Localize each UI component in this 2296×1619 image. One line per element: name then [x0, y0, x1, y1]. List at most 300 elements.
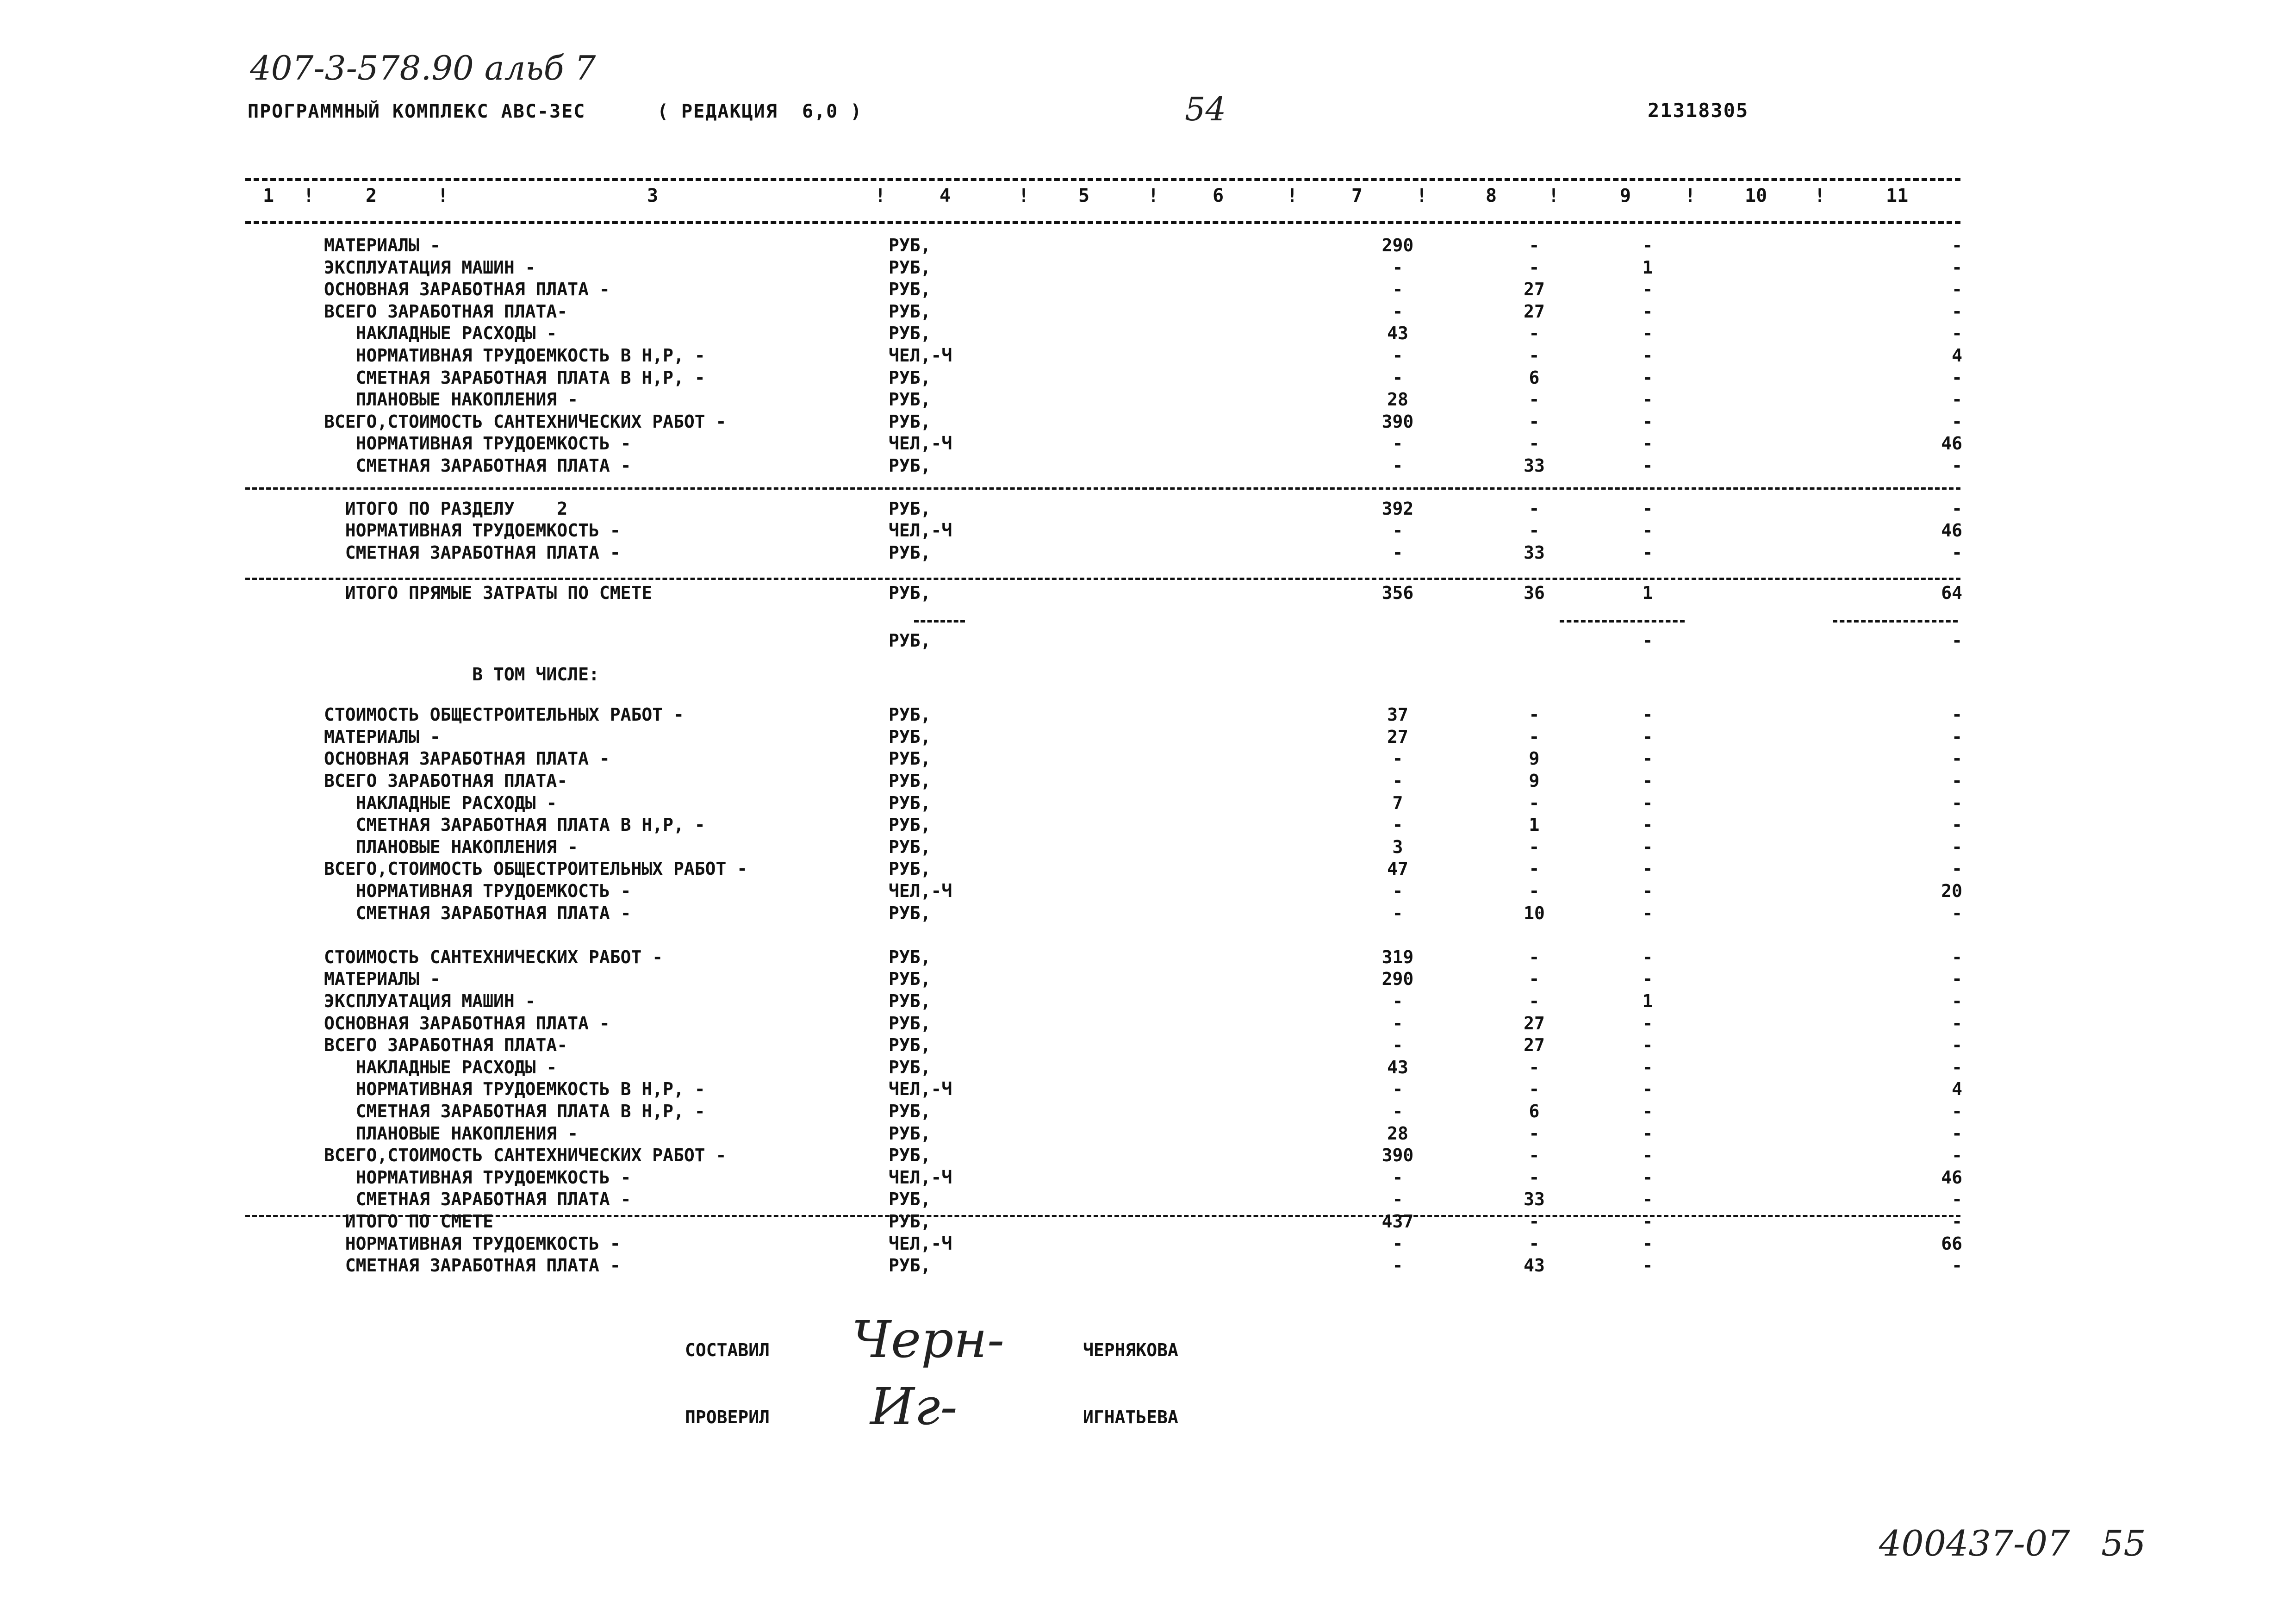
- cell-col-9: -: [1642, 815, 1653, 835]
- table-row: [0, 1101, 2296, 1123]
- col-header-10: 10: [1745, 185, 1767, 206]
- cell-col-7: 27: [1387, 726, 1408, 747]
- section-rule-3: [245, 1215, 1960, 1217]
- row-label: В ТОМ ЧИСЛЕ:: [324, 664, 599, 685]
- cell-col-8: -: [1529, 969, 1540, 990]
- table-row: [0, 1189, 2296, 1211]
- cell-col-9: -: [1642, 301, 1653, 322]
- cell-col-11: 66: [1941, 1233, 1962, 1254]
- cell-col-9: -: [1642, 542, 1653, 563]
- cell-col-7: 7: [1392, 792, 1403, 813]
- cell-col-11: -: [1952, 323, 1962, 344]
- cell-col-8: 43: [1524, 1255, 1545, 1276]
- table-row: [0, 542, 2296, 565]
- cell-col-9: -: [1642, 859, 1653, 879]
- row-label: СМЕТНАЯ ЗАРАБОТНАЯ ПЛАТА В Н,Р, -: [324, 1101, 705, 1121]
- row-label: СМЕТНАЯ ЗАРАБОТНАЯ ПЛАТА -: [324, 1189, 631, 1210]
- row-unit: РУБ,: [889, 1255, 931, 1276]
- table-row: [0, 1255, 2296, 1277]
- row-unit: РУБ,: [889, 859, 931, 879]
- underline-c8-c9: [1560, 620, 1685, 623]
- row-unit: РУБ,: [889, 235, 931, 255]
- cell-col-8: -: [1529, 1211, 1540, 1232]
- cell-col-8: -: [1529, 1057, 1540, 1077]
- table-row: [0, 520, 2296, 542]
- cell-col-7: -: [1392, 455, 1403, 476]
- table-row: [0, 704, 2296, 727]
- cell-col-7: -: [1392, 991, 1403, 1011]
- cell-col-11: -: [1952, 1189, 1962, 1210]
- row-unit: РУБ,: [889, 257, 931, 278]
- table-row: [0, 630, 2296, 653]
- cell-col-11: -: [1952, 1013, 1962, 1034]
- col-sep: !: [1416, 185, 1428, 206]
- row-label: ВСЕГО ЗАРАБОТНАЯ ПЛАТА-: [324, 1035, 568, 1056]
- table-row: [0, 881, 2296, 903]
- cell-col-11: 46: [1941, 520, 1962, 541]
- cell-col-8: -: [1529, 323, 1540, 344]
- cell-col-8: -: [1529, 433, 1540, 454]
- cell-col-9: -: [1642, 455, 1653, 476]
- cell-col-7: -: [1392, 1189, 1403, 1210]
- table-row: [0, 345, 2296, 367]
- row-label: НАКЛАДНЫЕ РАСХОДЫ -: [324, 792, 557, 813]
- row-unit: РУБ,: [889, 1145, 931, 1166]
- cell-col-9: -: [1642, 903, 1653, 923]
- handwritten-sheet-number: 55: [2101, 1523, 2146, 1564]
- cell-col-9: -: [1642, 1101, 1653, 1121]
- cell-col-9: -: [1642, 1189, 1653, 1210]
- cell-col-8: 9: [1529, 771, 1540, 791]
- cell-col-8: -: [1529, 1123, 1540, 1144]
- cell-col-9: -: [1642, 1013, 1653, 1034]
- table-row: [0, 235, 2296, 257]
- cell-col-9: -: [1642, 1145, 1653, 1166]
- cell-col-8: -: [1529, 257, 1540, 278]
- row-unit: РУБ,: [889, 411, 931, 432]
- row-unit: РУБ,: [889, 1211, 931, 1232]
- row-unit: РУБ,: [889, 323, 931, 344]
- cell-col-11: -: [1952, 748, 1962, 769]
- cell-col-8: -: [1529, 991, 1540, 1011]
- row-label: СМЕТНАЯ ЗАРАБОТНАЯ ПЛАТА -: [324, 903, 631, 923]
- checked-label: ПРОВЕРИЛ: [685, 1407, 770, 1427]
- cell-col-7: 390: [1381, 411, 1414, 432]
- cell-col-11: -: [1952, 704, 1962, 725]
- table-row: [0, 727, 2296, 749]
- cell-col-8: -: [1529, 1233, 1540, 1254]
- table-row: [0, 815, 2296, 837]
- cell-col-8: -: [1529, 946, 1540, 967]
- table-row: [0, 771, 2296, 793]
- row-label: НОРМАТИВНАЯ ТРУДОЕМКОСТЬ -: [324, 1167, 631, 1188]
- col-sep: !: [437, 185, 449, 206]
- cell-col-11: -: [1952, 946, 1962, 967]
- cell-col-7: 319: [1381, 946, 1414, 967]
- row-unit: РУБ,: [889, 969, 931, 990]
- cell-col-7: 28: [1387, 389, 1408, 410]
- row-unit: РУБ,: [889, 583, 931, 604]
- table-row: [0, 748, 2296, 771]
- row-unit: ЧЕЛ,-Ч: [889, 345, 952, 366]
- page-number-handwritten: 54: [1185, 90, 1226, 128]
- cell-col-9: -: [1642, 411, 1653, 432]
- cell-col-11: -: [1952, 859, 1962, 879]
- row-label: СМЕТНАЯ ЗАРАБОТНАЯ ПЛАТА -: [324, 1255, 621, 1276]
- cell-col-11: -: [1952, 1101, 1962, 1121]
- cell-col-9: -: [1642, 433, 1653, 454]
- row-label: ОСНОВНАЯ ЗАРАБОТНАЯ ПЛАТА -: [324, 1013, 610, 1034]
- col-header-11: 11: [1886, 185, 1909, 206]
- row-label: ВСЕГО ЗАРАБОТНАЯ ПЛАТА-: [324, 771, 568, 791]
- cell-col-11: 4: [1952, 1079, 1962, 1100]
- cell-col-8: -: [1529, 792, 1540, 813]
- table-row: [0, 367, 2296, 390]
- row-unit: РУБ,: [889, 946, 931, 967]
- col-header-8: 8: [1486, 185, 1497, 206]
- row-unit: РУБ,: [889, 704, 931, 725]
- cell-col-11: -: [1952, 815, 1962, 835]
- row-unit: РУБ,: [889, 1123, 931, 1144]
- cell-col-11: -: [1952, 969, 1962, 990]
- table-row: [0, 903, 2296, 925]
- row-label: ОСНОВНАЯ ЗАРАБОТНАЯ ПЛАТА -: [324, 279, 610, 300]
- row-label: НОРМАТИВНАЯ ТРУДОЕМКОСТЬ В Н,Р, -: [324, 1079, 705, 1100]
- cell-col-7: -: [1392, 771, 1403, 791]
- cell-col-9: -: [1642, 520, 1653, 541]
- table-row: [0, 455, 2296, 478]
- cell-col-8: -: [1529, 704, 1540, 725]
- table-row: [0, 257, 2296, 280]
- row-unit: РУБ,: [889, 455, 931, 476]
- cell-col-11: 46: [1941, 1167, 1962, 1188]
- cell-col-9: -: [1642, 748, 1653, 769]
- cell-col-9: -: [1642, 792, 1653, 813]
- row-label: МАТЕРИАЛЫ -: [324, 235, 441, 255]
- cell-col-9: -: [1642, 1167, 1653, 1188]
- composed-signature: Черн-: [852, 1310, 1005, 1369]
- row-label: ИТОГО ПРЯМЫЕ ЗАТРАТЫ ПО СМЕТЕ: [324, 583, 653, 604]
- row-unit: РУБ,: [889, 1035, 931, 1056]
- section-rule-1: [245, 487, 1960, 490]
- row-unit: ЧЕЛ,-Ч: [889, 1233, 952, 1254]
- row-unit: ЧЕЛ,-Ч: [889, 881, 952, 901]
- composed-label: СОСТАВИЛ: [685, 1340, 770, 1360]
- row-label: СМЕТНАЯ ЗАРАБОТНАЯ ПЛАТА В Н,Р, -: [324, 367, 705, 388]
- cell-col-11: 46: [1941, 433, 1962, 454]
- cell-col-11: -: [1952, 771, 1962, 791]
- row-label: СМЕТНАЯ ЗАРАБОТНАЯ ПЛАТА В Н,Р, -: [324, 815, 705, 835]
- col-header-7: 7: [1351, 185, 1363, 206]
- row-label: СМЕТНАЯ ЗАРАБОТНАЯ ПЛАТА -: [324, 542, 621, 563]
- cell-col-8: -: [1529, 836, 1540, 857]
- cell-col-7: -: [1392, 367, 1403, 388]
- table-row: [0, 1057, 2296, 1079]
- cell-col-9: -: [1642, 279, 1653, 300]
- cell-col-8: -: [1529, 498, 1540, 519]
- row-label: НОРМАТИВНАЯ ТРУДОЕМКОСТЬ -: [324, 1233, 621, 1254]
- cell-col-11: 64: [1941, 583, 1962, 604]
- cell-col-7: -: [1392, 1035, 1403, 1056]
- row-unit: РУБ,: [889, 542, 931, 563]
- cell-col-11: 4: [1952, 345, 1962, 366]
- cell-col-11: -: [1952, 542, 1962, 563]
- cell-col-8: 27: [1524, 301, 1545, 322]
- cell-col-7: 43: [1387, 1057, 1408, 1077]
- table-row: [0, 1233, 2296, 1256]
- edition-label: ( РЕДАКЦИЯ 6,0 ): [657, 101, 863, 122]
- row-label: ПЛАНОВЫЕ НАКОПЛЕНИЯ -: [324, 389, 579, 410]
- row-unit: РУБ,: [889, 792, 931, 813]
- row-label: ЭКСПЛУАТАЦИЯ МАШИН -: [324, 257, 536, 278]
- cell-col-7: 37: [1387, 704, 1408, 725]
- row-label: ОСНОВНАЯ ЗАРАБОТНАЯ ПЛАТА -: [324, 748, 610, 769]
- cell-col-9: -: [1642, 969, 1653, 990]
- cell-col-8: 27: [1524, 1035, 1545, 1056]
- table-row: [0, 323, 2296, 345]
- table-row: [0, 498, 2296, 521]
- table-row: [0, 279, 2296, 301]
- row-unit: РУБ,: [889, 498, 931, 519]
- table-row: [0, 411, 2296, 434]
- cell-col-9: -: [1642, 704, 1653, 725]
- row-label: СМЕТНАЯ ЗАРАБОТНАЯ ПЛАТА -: [324, 455, 631, 476]
- table-row: [0, 1035, 2296, 1057]
- cell-col-11: -: [1952, 1035, 1962, 1056]
- cell-col-8: -: [1529, 1145, 1540, 1166]
- row-unit: ЧЕЛ,-Ч: [889, 520, 952, 541]
- document-code: 21318305: [1648, 99, 1749, 122]
- col-sep: !: [1018, 185, 1030, 206]
- cell-col-8: 33: [1524, 1189, 1545, 1210]
- row-unit: РУБ,: [889, 1189, 931, 1210]
- cell-col-7: -: [1392, 542, 1403, 563]
- row-unit: РУБ,: [889, 836, 931, 857]
- cell-col-7: -: [1392, 1079, 1403, 1100]
- cell-col-9: -: [1642, 1079, 1653, 1100]
- cell-col-9: -: [1642, 726, 1653, 747]
- row-label: НОРМАТИВНАЯ ТРУДОЕМКОСТЬ В Н,Р, -: [324, 345, 705, 366]
- cell-col-7: -: [1392, 520, 1403, 541]
- row-unit: РУБ,: [889, 726, 931, 747]
- handwritten-archive-code: 400437-07: [1879, 1523, 2070, 1564]
- cell-col-8: -: [1529, 881, 1540, 901]
- cell-col-11: -: [1952, 235, 1962, 255]
- cell-col-8: -: [1529, 1167, 1540, 1188]
- table-row: [0, 1079, 2296, 1101]
- cell-col-7: -: [1392, 903, 1403, 923]
- cell-col-8: 10: [1524, 903, 1545, 923]
- cell-col-9: -: [1642, 771, 1653, 791]
- cell-col-7: -: [1392, 1233, 1403, 1254]
- cell-col-11: -: [1952, 991, 1962, 1011]
- row-unit: ЧЕЛ,-Ч: [889, 433, 952, 454]
- row-label: НОРМАТИВНАЯ ТРУДОЕМКОСТЬ -: [324, 433, 631, 454]
- cell-col-11: -: [1952, 257, 1962, 278]
- cell-col-7: 437: [1381, 1211, 1414, 1232]
- cell-col-9: -: [1642, 836, 1653, 857]
- col-sep: !: [1548, 185, 1560, 206]
- cell-col-9: -: [1642, 498, 1653, 519]
- col-sep: !: [1148, 185, 1159, 206]
- col-header-6: 6: [1213, 185, 1224, 206]
- table-row: [0, 947, 2296, 969]
- cell-col-9: -: [1642, 367, 1653, 388]
- col-sep: !: [1814, 185, 1826, 206]
- cell-col-7: -: [1392, 1167, 1403, 1188]
- cell-col-8: 33: [1524, 542, 1545, 563]
- cell-col-9: -: [1642, 946, 1653, 967]
- row-unit: ЧЕЛ,-Ч: [889, 1167, 952, 1188]
- row-unit: РУБ,: [889, 367, 931, 388]
- col-header-2: 2: [366, 185, 377, 206]
- cell-col-9: -: [1642, 1035, 1653, 1056]
- row-unit: ЧЕЛ,-Ч: [889, 1079, 952, 1100]
- cell-col-9: 1: [1642, 583, 1653, 604]
- row-unit: РУБ,: [889, 301, 931, 322]
- col-header-9: 9: [1620, 185, 1631, 206]
- cell-col-7: -: [1392, 257, 1403, 278]
- row-label: СТОИМОСТЬ САНТЕХНИЧЕСКИХ РАБОТ -: [324, 946, 663, 967]
- cell-col-7: -: [1392, 881, 1403, 901]
- cell-col-8: -: [1529, 726, 1540, 747]
- cell-col-8: -: [1529, 859, 1540, 879]
- cell-col-9: 1: [1642, 257, 1653, 278]
- table-row: [0, 969, 2296, 991]
- col-header-1: 1: [263, 185, 274, 206]
- cell-col-11: -: [1952, 389, 1962, 410]
- cell-col-11: -: [1952, 792, 1962, 813]
- cell-col-11: -: [1952, 1211, 1962, 1232]
- table-row: [0, 1145, 2296, 1167]
- row-label: ВСЕГО,СТОИМОСТЬ ОБЩЕСТРОИТЕЛЬНЫХ РАБОТ -: [324, 859, 748, 879]
- table-row: [0, 837, 2296, 859]
- cell-col-11: -: [1952, 498, 1962, 519]
- row-unit: РУБ,: [889, 389, 931, 410]
- cell-col-8: 36: [1524, 583, 1545, 604]
- header-rule-top: [245, 178, 1960, 181]
- cell-col-7: -: [1392, 1101, 1403, 1121]
- row-unit: РУБ,: [889, 279, 931, 300]
- cell-col-8: 33: [1524, 455, 1545, 476]
- col-sep: !: [1287, 185, 1298, 206]
- cell-col-9: -: [1642, 1255, 1653, 1276]
- cell-col-7: 47: [1387, 859, 1408, 879]
- cell-col-11: -: [1952, 1123, 1962, 1144]
- cell-col-7: -: [1392, 748, 1403, 769]
- table-row: [0, 583, 2296, 605]
- cell-col-11: -: [1952, 1255, 1962, 1276]
- cell-col-8: 6: [1529, 367, 1540, 388]
- row-unit: РУБ,: [889, 1101, 931, 1121]
- cell-col-7: -: [1392, 815, 1403, 835]
- col-header-4: 4: [940, 185, 951, 206]
- cell-col-7: -: [1392, 279, 1403, 300]
- cell-col-7: -: [1392, 1255, 1403, 1276]
- cell-col-9: -: [1642, 1233, 1653, 1254]
- cell-col-7: 392: [1381, 498, 1414, 519]
- cell-col-8: 27: [1524, 1013, 1545, 1034]
- cell-col-8: 27: [1524, 279, 1545, 300]
- row-unit: РУБ,: [889, 815, 931, 835]
- cell-col-9: -: [1642, 389, 1653, 410]
- row-label: ВСЕГО,СТОИМОСТЬ САНТЕХНИЧЕСКИХ РАБОТ -: [324, 1145, 727, 1166]
- composed-name: ЧЕРНЯКОВА: [1083, 1340, 1178, 1360]
- table-row: [0, 1167, 2296, 1189]
- cell-col-11: -: [1952, 836, 1962, 857]
- cell-col-8: -: [1529, 411, 1540, 432]
- cell-col-7: 390: [1381, 1145, 1414, 1166]
- table-row: [0, 859, 2296, 881]
- cell-col-8: -: [1529, 520, 1540, 541]
- cell-col-11: -: [1952, 301, 1962, 322]
- row-label: ИТОГО ПО СМЕТЕ: [324, 1211, 494, 1232]
- table-row: [0, 433, 2296, 455]
- row-label: НОРМАТИВНАЯ ТРУДОЕМКОСТЬ -: [324, 520, 621, 541]
- checked-signature: Иг-: [870, 1377, 958, 1436]
- col-sep: !: [875, 185, 886, 206]
- cell-col-7: -: [1392, 301, 1403, 322]
- cell-col-11: -: [1952, 455, 1962, 476]
- program-title: ПРОГРАММНЫЙ КОМПЛЕКС АВС-ЗЕС: [248, 101, 586, 122]
- row-unit: РУБ,: [889, 991, 931, 1011]
- table-row: [0, 793, 2296, 815]
- row-label: ВСЕГО,СТОИМОСТЬ САНТЕХНИЧЕСКИХ РАБОТ -: [324, 411, 727, 432]
- row-unit: РУБ,: [889, 1013, 931, 1034]
- table-row: [0, 925, 2296, 947]
- row-label: ЭКСПЛУАТАЦИЯ МАШИН -: [324, 991, 536, 1011]
- cell-col-8: -: [1529, 345, 1540, 366]
- cell-col-7: -: [1392, 1013, 1403, 1034]
- row-label: НАКЛАДНЫЕ РАСХОДЫ -: [324, 323, 557, 344]
- col-header-3: 3: [647, 185, 659, 206]
- cell-col-7: 290: [1381, 969, 1414, 990]
- cell-col-8: 1: [1529, 815, 1540, 835]
- table-row: [0, 389, 2296, 411]
- row-label: СТОИМОСТЬ ОБЩЕСТРОИТЕЛЬНЫХ РАБОТ -: [324, 704, 684, 725]
- row-label: МАТЕРИАЛЫ -: [324, 726, 441, 747]
- cell-col-7: 28: [1387, 1123, 1408, 1144]
- header-rule-bottom: [245, 221, 1960, 224]
- table-row: [0, 1013, 2296, 1035]
- cell-col-8: -: [1529, 1079, 1540, 1100]
- cell-col-9: -: [1642, 345, 1653, 366]
- col-header-5: 5: [1078, 185, 1090, 206]
- cell-col-9: -: [1642, 881, 1653, 901]
- row-label: ИТОГО ПО РАЗДЕЛУ 2: [324, 498, 568, 519]
- cell-col-11: -: [1952, 1145, 1962, 1166]
- cell-col-7: -: [1392, 345, 1403, 366]
- underline-c11: [1833, 620, 1958, 623]
- cell-col-7: 3: [1392, 836, 1403, 857]
- row-unit: РУБ,: [889, 903, 931, 923]
- col-sep: !: [303, 185, 315, 206]
- row-unit: РУБ,: [889, 771, 931, 791]
- cell-col-11: 20: [1941, 881, 1962, 901]
- cell-col-7: 43: [1387, 323, 1408, 344]
- cell-col-8: -: [1529, 235, 1540, 255]
- table-row: [0, 991, 2296, 1013]
- checked-name: ИГНАТЬЕВА: [1083, 1407, 1178, 1427]
- row-label: ПЛАНОВЫЕ НАКОПЛЕНИЯ -: [324, 836, 579, 857]
- cell-col-8: 9: [1529, 748, 1540, 769]
- cell-col-11: -: [1952, 279, 1962, 300]
- cell-col-9: -: [1642, 1123, 1653, 1144]
- cell-col-9: -: [1642, 630, 1653, 651]
- handwritten-album-note: 407-3-578.90 альб 7: [250, 49, 596, 87]
- cell-col-11: -: [1952, 411, 1962, 432]
- cell-col-8: -: [1529, 389, 1540, 410]
